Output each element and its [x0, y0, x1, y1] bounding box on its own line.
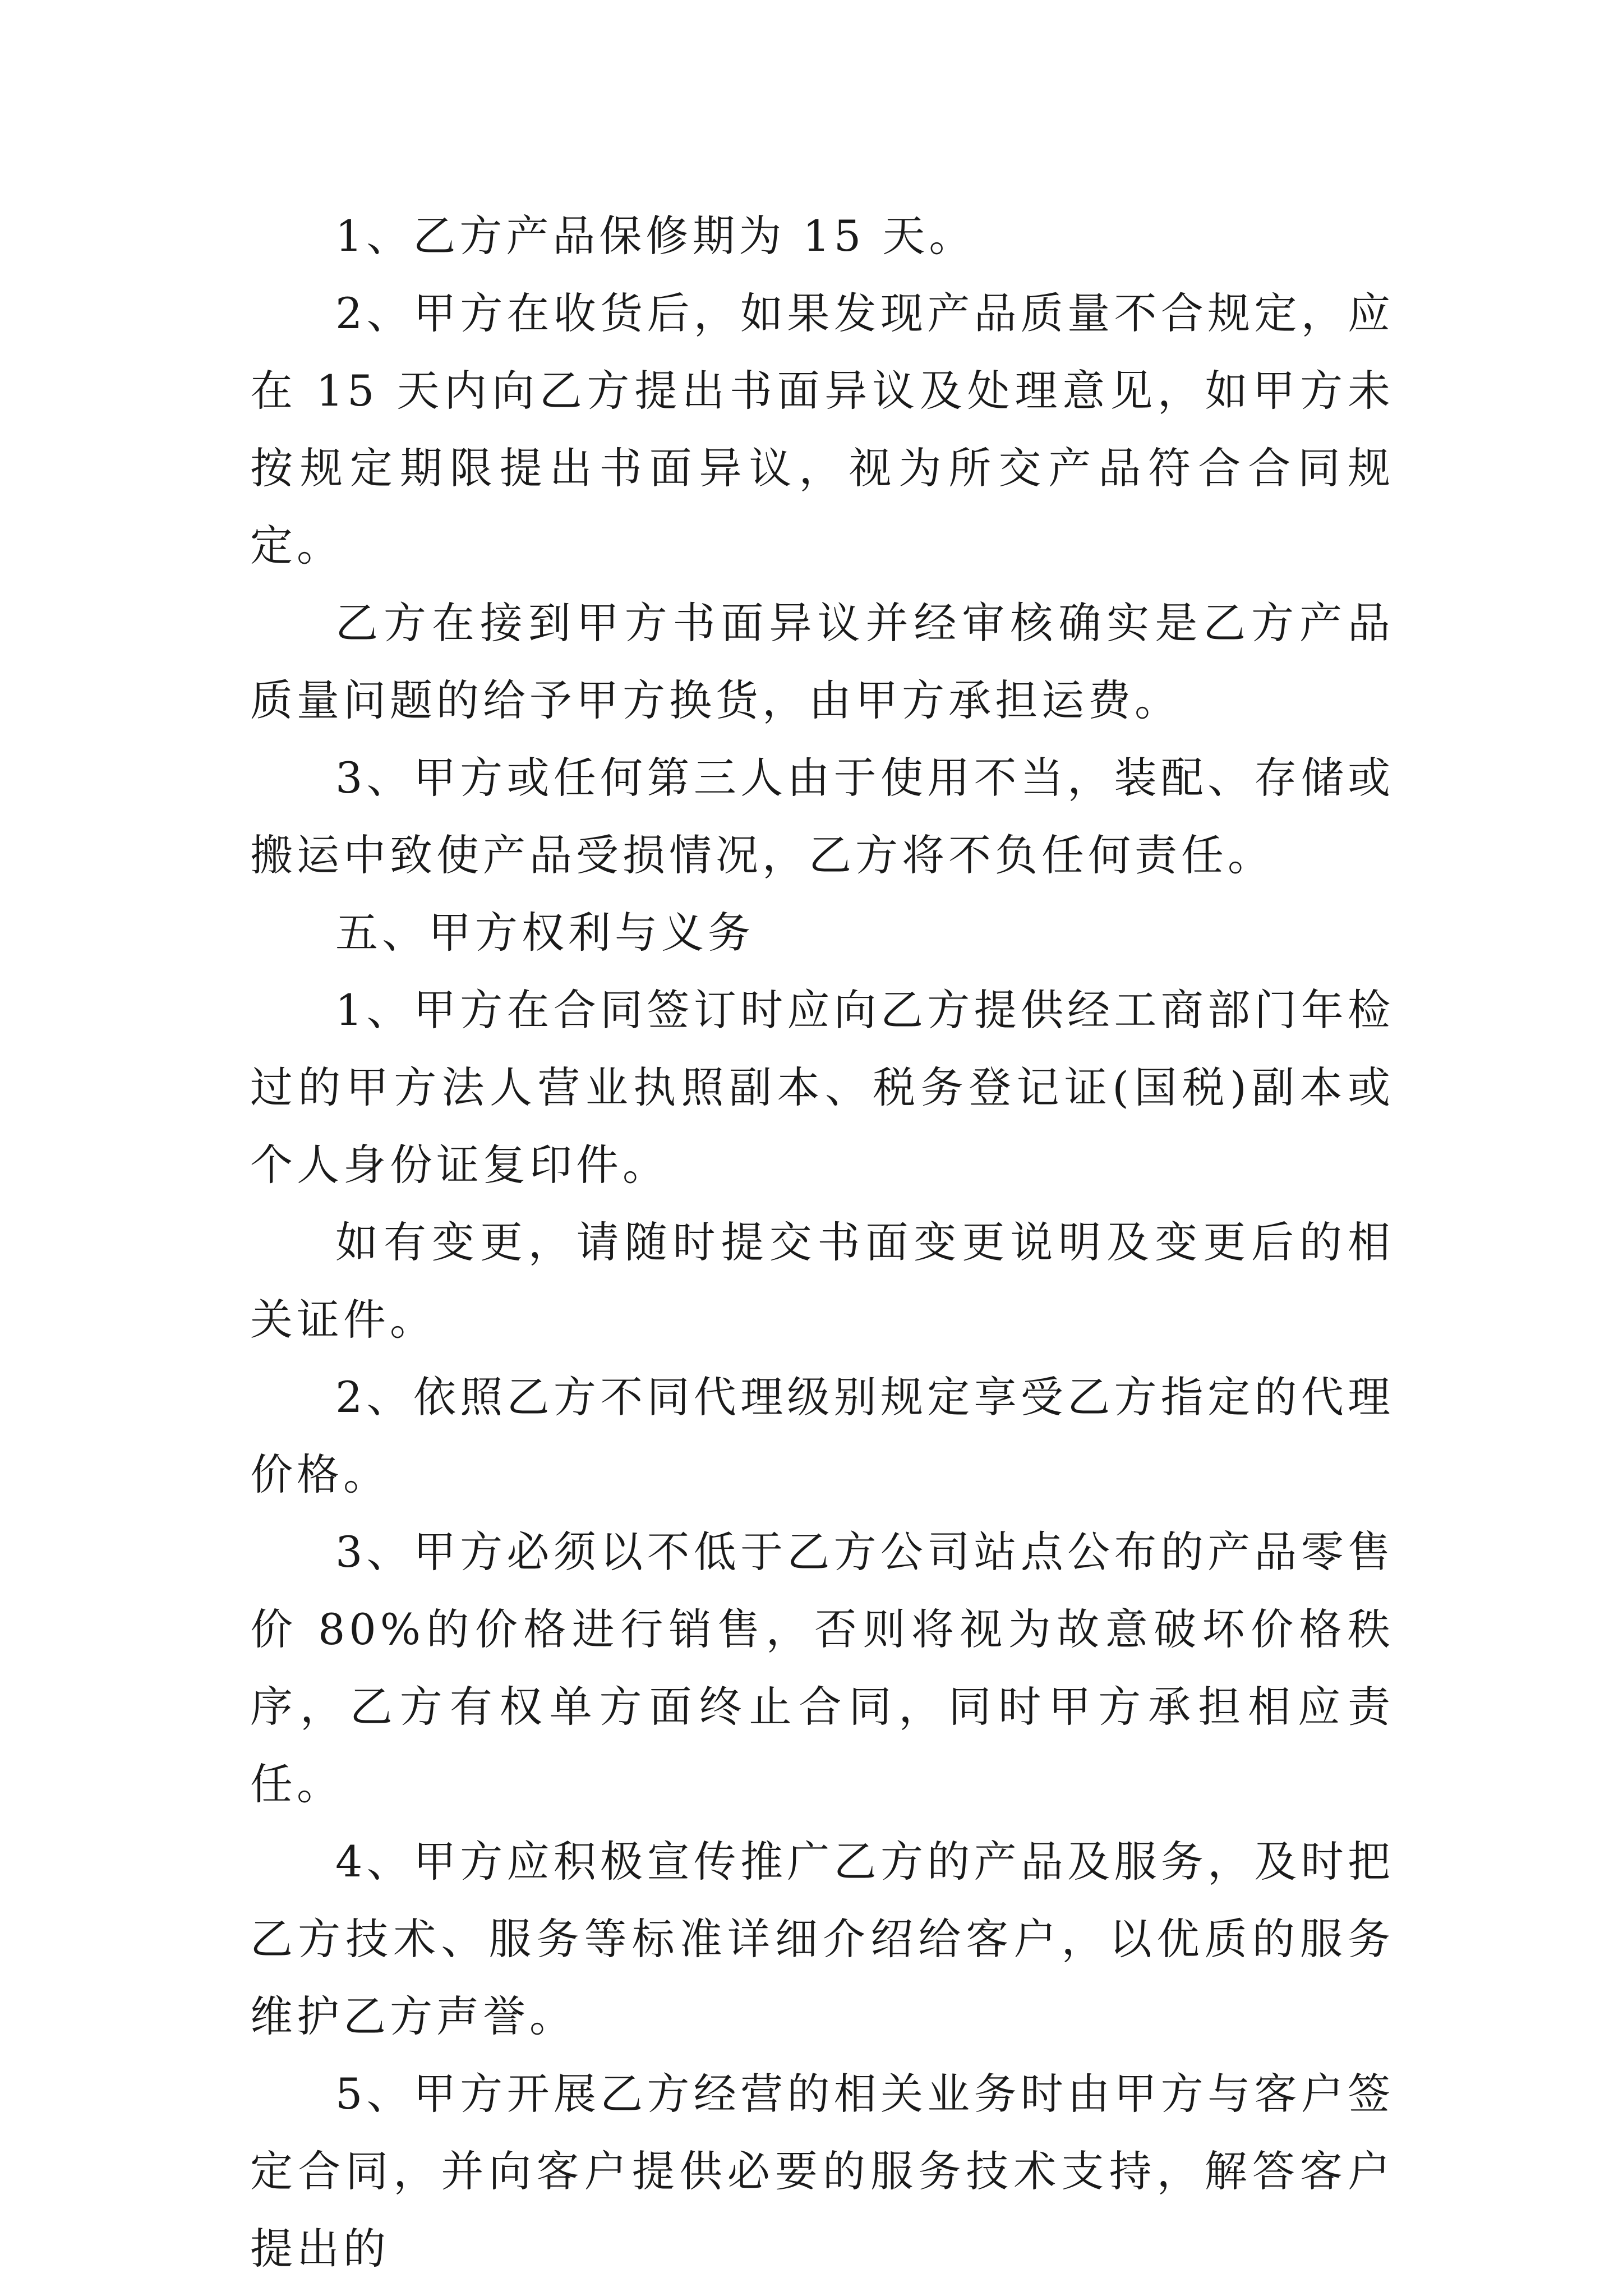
document-body: [250, 197, 1394, 2288]
paragraph-quality-objection: 2、甲方在收货后，如果发现产品质量不合规定，应在 15 天内向乙方提出书面异议及处理意见，如甲方未按规定期限提出书面异议，视为所交产品符合合同规定。: [250, 288, 1394, 570]
paragraph-warranty-period: 1、乙方产品保修期为 15 天。: [335, 211, 976, 261]
paragraph-exchange-goods: 乙方在接到甲方书面异议并经审核确实是乙方产品质量问题的给予甲方换货，由甲方承担运费。: [250, 598, 1394, 725]
paragraph-agent-price: 2、依照乙方不同代理级别规定享受乙方指定的代理价格。: [250, 1372, 1394, 1499]
paragraph-license-documents: 1、甲方在合同签订时应向乙方提供经工商部门年检过的甲方法人营业执照副本、税务登记证(国税)副本或个人身份证复印件。: [250, 985, 1394, 1190]
paragraph-customer-contracts: 5、甲方开展乙方经营的相关业务时由甲方与客户签定合同，并向客户提供必要的服务技术支持，解答客户提出的: [250, 2069, 1394, 2274]
paragraph-change-notice: 如有变更，请随时提交书面变更说明及变更后的相关证件。: [250, 1217, 1394, 1345]
section-heading-party-a-rights: 五、甲方权利与义务: [335, 908, 754, 958]
paragraph-minimum-price: 3、甲方必须以不低于乙方公司站点公布的产品零售价 80%的价格进行销售，否则将视为故意破坏价格秩序，乙方有权单方面终止合同，同时甲方承担相应责任。: [250, 1527, 1394, 1809]
paragraph-promotion: 4、甲方应积极宣传推广乙方的产品及服务，及时把乙方技术、服务等标准详细介绍给客户，以优质的服务维护乙方声誉。: [250, 1837, 1394, 2041]
paragraph-improper-use: 3、甲方或任何第三人由于使用不当，装配、存储或搬运中致使产品受损情况，乙方将不负任何责任。: [250, 753, 1394, 880]
